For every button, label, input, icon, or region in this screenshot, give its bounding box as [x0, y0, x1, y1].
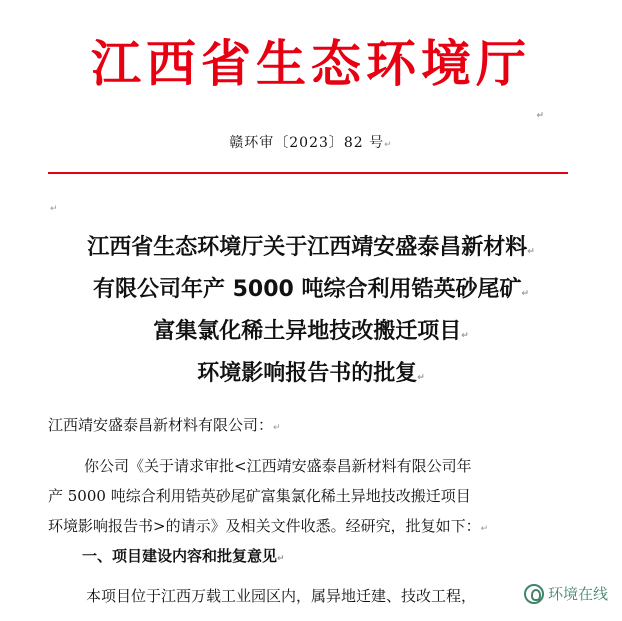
watermark-text: 环境在线 — [547, 585, 608, 603]
para1-line-1: 你公司《关于请求审批<江西靖安盛泰昌新材料有限公司年 — [84, 457, 472, 475]
addressee — [48, 410, 578, 443]
paragraph-mark-icon: ↵ — [417, 373, 425, 383]
paragraph-mark-icon: ↵ — [536, 111, 544, 121]
title-line-4: 环境影响报告书的批复 — [197, 361, 418, 386]
issuing-authority-header — [0, 28, 622, 121]
title-line-1: 江西省生态环境厅关于江西靖安盛泰昌新材料 — [87, 235, 528, 260]
para1-line-3: 环境影响报告书>的请示》及相关文件收悉。经研究，批复如下： — [48, 517, 481, 535]
para1-line-3-wrap — [48, 511, 578, 544]
title-line — [0, 271, 622, 313]
para1-line-2: 产 5000 吨综合利用锆英砂尾矿富集氯化稀土异地技改搬迁项目 — [48, 487, 471, 505]
paragraph-mark-icon: ↵ — [480, 524, 489, 534]
paragraph-mark-icon: ↵ — [521, 289, 530, 299]
org-name: 江西省生态环境厅 — [91, 35, 531, 93]
paragraph-mark-icon: ↵ — [527, 247, 535, 257]
body-paragraph-1 — [48, 451, 578, 544]
title-line — [0, 313, 622, 355]
watermark — [524, 583, 608, 604]
document-number-text: 赣环审〔2023〕82 号 — [229, 135, 385, 151]
title-line-3: 富集氯化稀土异地技改搬迁项目 — [153, 319, 462, 344]
red-separator-line — [48, 172, 568, 174]
document-number — [0, 132, 622, 152]
title-line — [0, 355, 622, 397]
paragraph-mark-icon: ↵ — [50, 204, 58, 214]
title-line-2: 有限公司年产 5000 吨综合利用锆英砂尾矿 — [92, 277, 522, 302]
body-paragraph-2: 本项目位于江西万载工业园区内，属异地迁建、技改工程， — [86, 587, 477, 605]
paragraph-mark-icon: ↵ — [461, 331, 469, 341]
section-heading-text: 一、项目建设内容和批复意见 — [82, 547, 278, 565]
document-title — [0, 229, 622, 397]
paragraph-mark-icon: ↵ — [273, 423, 281, 433]
paragraph-mark-icon: ↵ — [384, 140, 393, 150]
title-line — [0, 229, 622, 271]
section-heading — [48, 541, 612, 574]
addressee-text: 江西靖安盛泰昌新材料有限公司： — [48, 416, 274, 434]
paragraph-mark-icon: ↵ — [277, 554, 285, 564]
watermark-logo-icon — [524, 584, 544, 604]
